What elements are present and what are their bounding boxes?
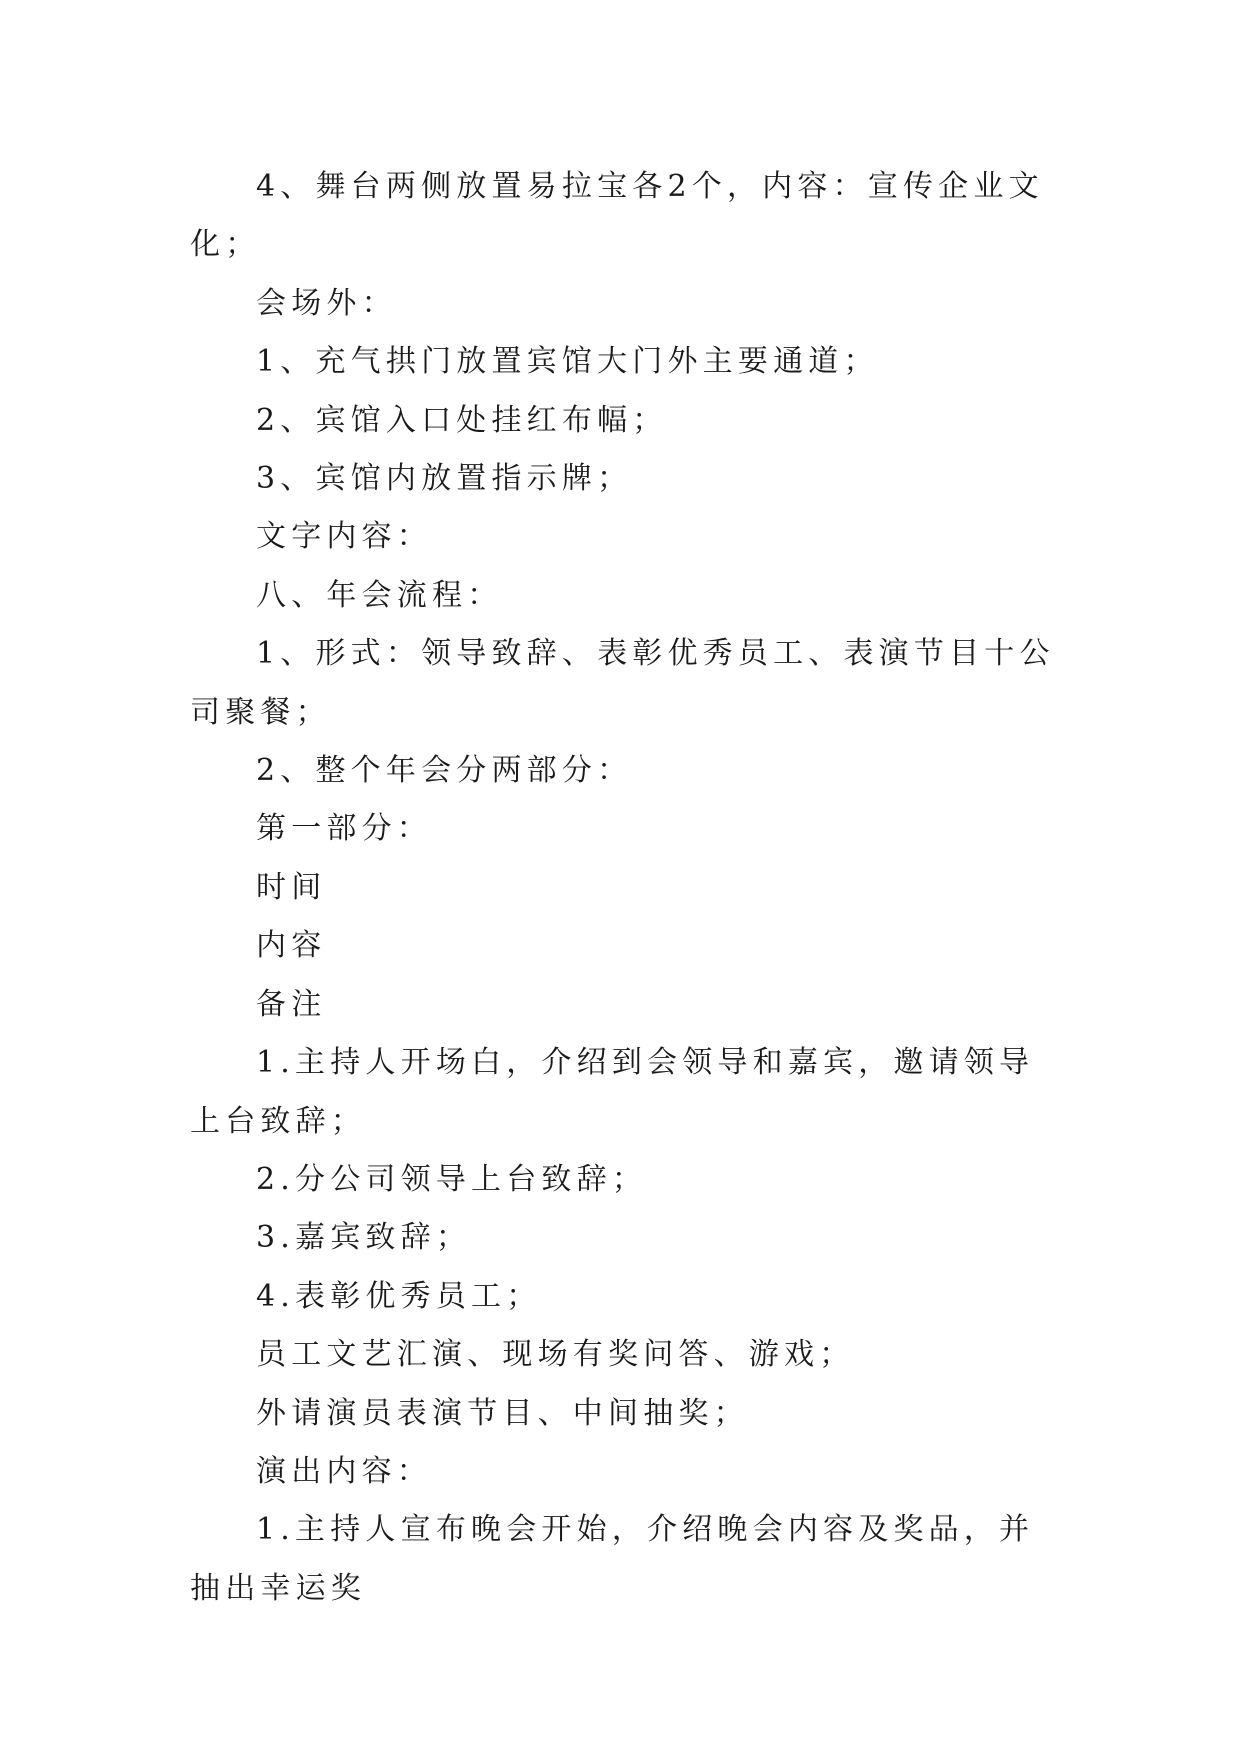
paragraph: 备注 [256,986,327,1022]
paragraph: 第一部分： [256,811,432,847]
section-heading: 八、年会流程： [256,577,503,613]
paragraph: 3.嘉宾致辞； [256,1220,472,1256]
paragraph: 文字内容： [256,519,432,555]
paragraph: 2.分公司领导上台致辞； [256,1161,648,1197]
paragraph: 员工文艺汇演、现场有奖问答、游戏； [256,1337,855,1373]
paragraph: 时间 [256,869,327,905]
paragraph: 演出内容： [256,1453,432,1489]
paragraph: 外请演员表演节目、中间抽奖； [256,1395,749,1431]
paragraph: 1、形式：领导致辞、表彰优秀员工、表演节目十公司聚餐； [190,636,1055,730]
paragraph: 会场外： [256,285,397,321]
paragraph: 4.表彰优秀员工； [256,1278,542,1314]
paragraph: 3、宾馆内放置指示牌； [256,461,633,497]
paragraph: 1.主持人开场白，介绍到会领导和嘉宾，邀请领导上台致辞； [190,1045,1035,1139]
document-body [190,158,1060,1618]
paragraph: 2、整个年会分两部分： [256,753,633,789]
paragraph: 2、宾馆入口处挂红布幅； [256,402,668,438]
paragraph: 1、充气拱门放置宾馆大门外主要通道； [256,344,879,380]
paragraph: 4、舞台两侧放置易拉宝各2个，内容：宣传企业文化； [190,169,1044,263]
paragraph: 1.主持人宣布晚会开始，介绍晚会内容及奖品，并抽出幸运奖 [190,1512,1035,1606]
paragraph: 内容 [256,928,327,964]
